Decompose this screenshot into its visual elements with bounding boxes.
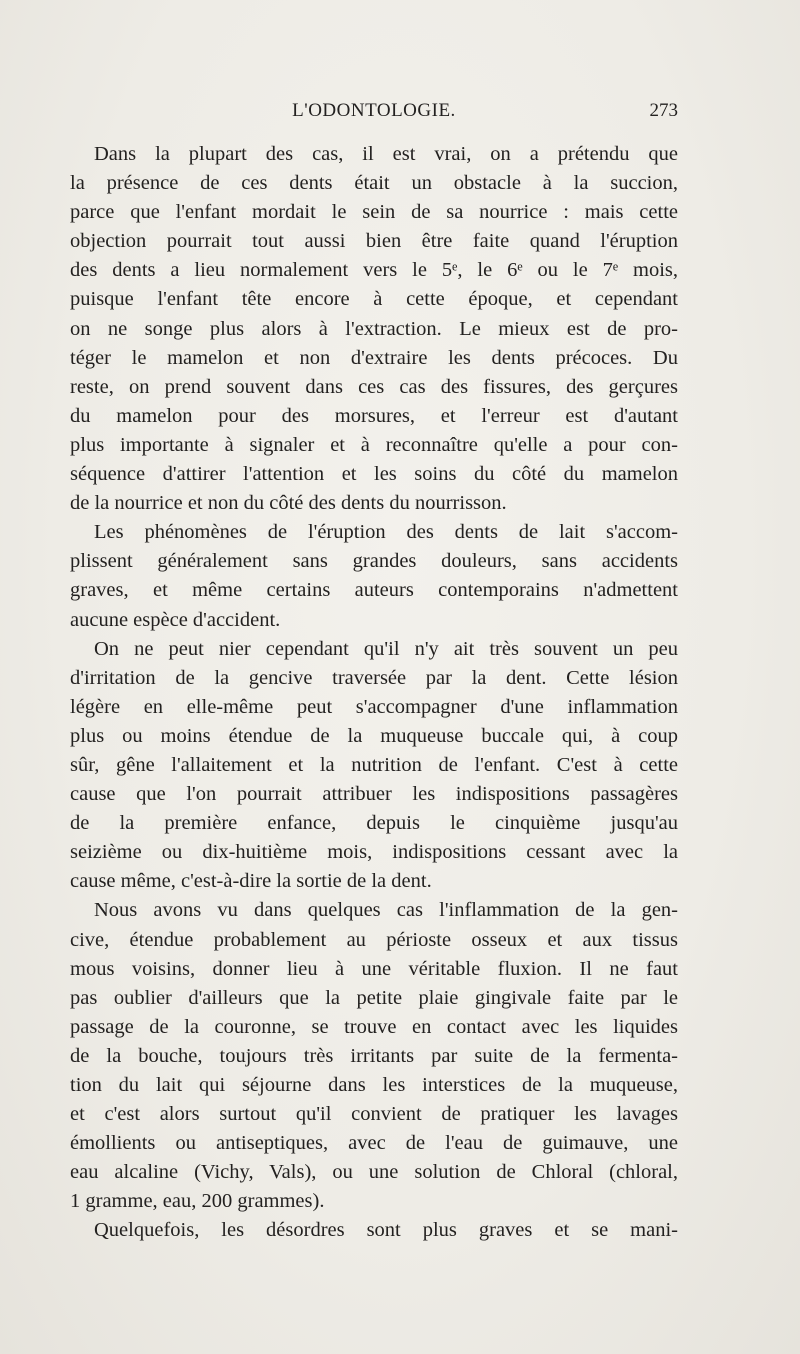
text-line: Nous avons vu dans quelques cas l'inflammation de la gen- <box>94 899 678 922</box>
text-line: objection pourrait tout aussi bien être faite quand l'éruption <box>70 230 678 253</box>
text-line: sûr, gêne l'allaitement et la nutrition de l'enfant. C'est à cette <box>70 753 678 776</box>
text-line: Dans la plupart des cas, il est vrai, on a prétendu que <box>94 143 678 165</box>
text-line: et c'est alors surtout qu'il convient de pratiquer les lavages <box>70 1103 678 1126</box>
text-line: passage de la couronne, se trouve en contact avec les liquides <box>70 1015 678 1038</box>
text-line: tion du lait qui séjourne dans les interstices de la muqueuse, <box>70 1074 678 1096</box>
text-line: eau alcaline (Vichy, Vals), ou une solution de Chloral (chloral, <box>70 1161 678 1184</box>
text-line: plissent généralement sans grandes douleurs, sans accidents <box>70 550 678 573</box>
text-line: parce que l'enfant mordait le sein de sa nourrice : mais cette <box>70 201 678 224</box>
text-line: on ne songe plus alors à l'extraction. Le mieux est de pro- <box>70 317 678 340</box>
text-line: 1 gramme, eau, 200 grammes). <box>70 1190 325 1213</box>
text-line: aucune espèce d'accident. <box>70 608 281 631</box>
text-line: émollients ou antiseptiques, avec de l'eau de guimauve, une <box>70 1132 678 1155</box>
text-line: Quelquefois, les désordres sont plus graves et se mani- <box>94 1219 678 1242</box>
text-line: du mamelon pour des morsures, et l'erreur est d'autant <box>70 404 678 427</box>
text-line: cive, étendue probablement au périoste osseux et aux tissus <box>70 928 678 951</box>
text-line: On ne peut nier cependant qu'il n'y ait très souvent un peu <box>94 637 678 660</box>
text-line: pas oublier d'ailleurs que la petite plaie gingivale faite par le <box>70 986 678 1009</box>
text-line: d'irritation de la gencive traversée par la dent. Cette lésion <box>70 666 678 689</box>
text-line: téger le mamelon et non d'extraire les dents précoces. Du <box>70 346 678 369</box>
text-line: des dents a lieu normalement vers le 5ᵉ, le 6ᵉ ou le 7ᵉ mois, <box>70 259 678 282</box>
page-header <box>70 100 678 130</box>
text-line: cause que l'on pourrait attribuer les indispositions passagères <box>70 783 678 806</box>
text-line: plus importante à signaler et à reconnaître qu'elle a pour con- <box>70 433 678 456</box>
text-line: cause même, c'est-à-dire la sortie de la dent. <box>70 870 432 893</box>
body-text <box>70 140 678 1246</box>
text-line: de la bouche, toujours très irritants par suite de la fermenta- <box>70 1044 678 1067</box>
text-line: plus ou moins étendue de la muqueuse buccale qui, à coup <box>70 724 678 747</box>
text-line: puisque l'enfant tête encore à cette époque, et cependant <box>70 288 678 311</box>
text-line: de la nourrice et non du côté des dents du nourrisson. <box>70 492 507 515</box>
text-line: reste, on prend souvent dans ces cas des fissures, des gerçures <box>70 375 678 398</box>
text-line: légère en elle-même peut s'accompagner d'une inflammation <box>70 695 678 718</box>
text-line: Les phénomènes de l'éruption des dents de lait s'accom- <box>94 521 678 544</box>
page-number: 273 <box>649 100 678 121</box>
text-line: mous voisins, donner lieu à une véritable fluxion. Il ne faut <box>70 957 678 980</box>
running-title: L'ODONTOLOGIE. <box>292 100 456 121</box>
text-line: la présence de ces dents était un obstacle à la succion, <box>70 172 678 195</box>
text-line: graves, et même certains auteurs contemporains n'admettent <box>70 579 678 602</box>
text-line: séquence d'attirer l'attention et les soins du côté du mamelon <box>70 463 678 486</box>
text-line: de la première enfance, depuis le cinquième jusqu'au <box>70 812 678 835</box>
text-line: seizième ou dix-huitième mois, indispositions cessant avec la <box>70 841 678 864</box>
